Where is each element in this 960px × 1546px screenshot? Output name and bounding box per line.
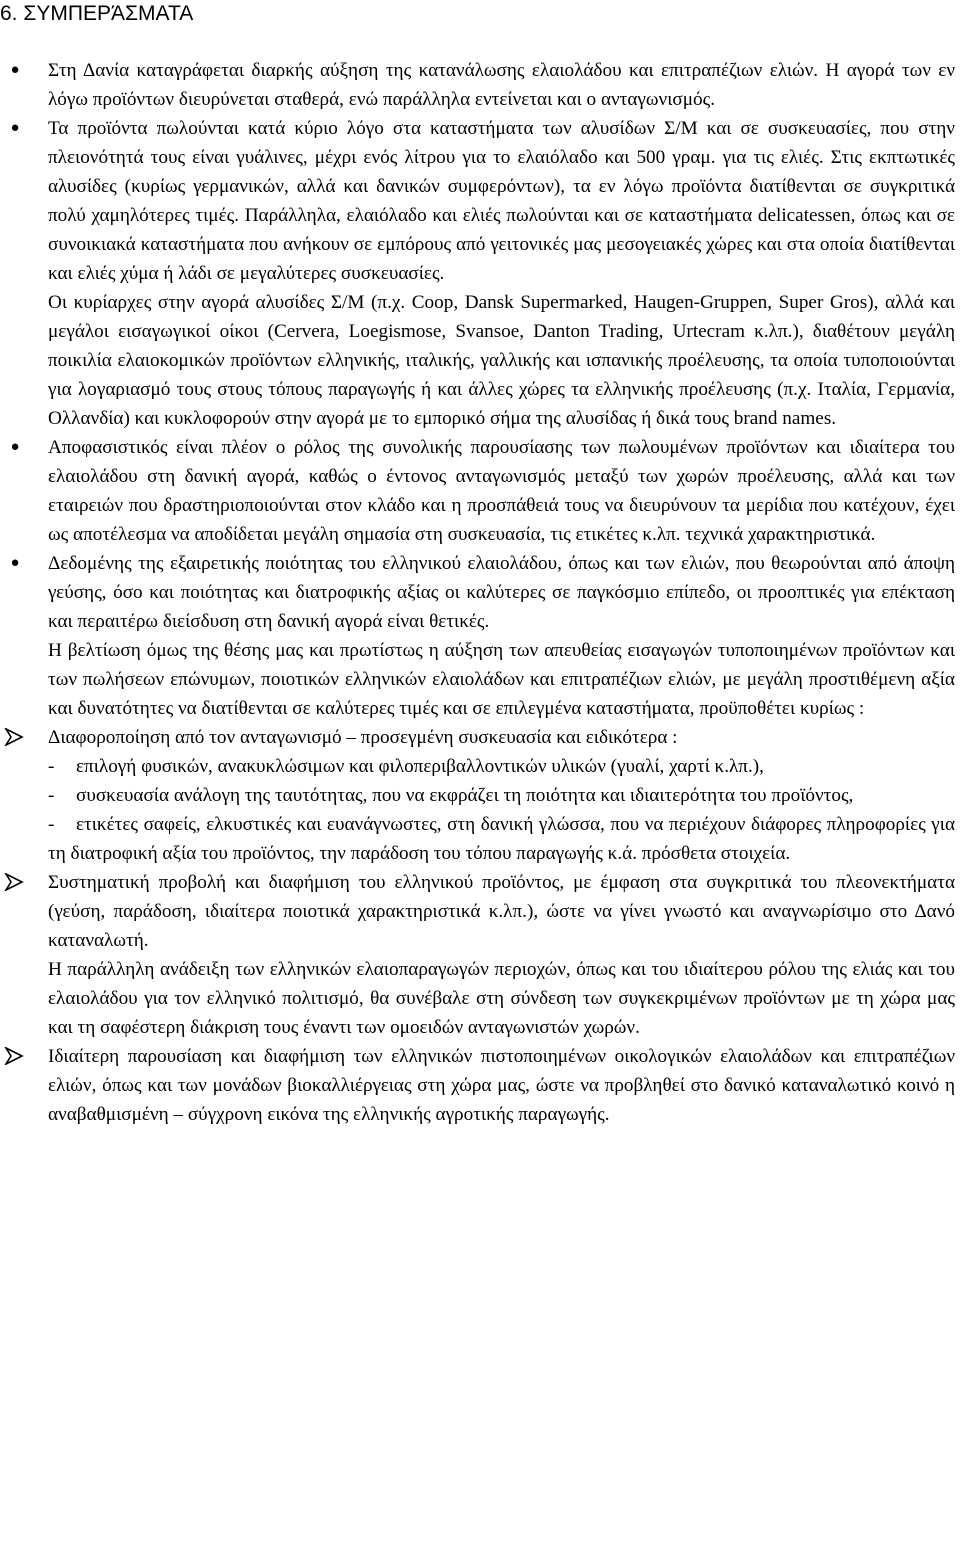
- bullet-icon: ●: [10, 555, 20, 571]
- page-title: 6. ΣΥΜΠΕΡΆΣΜΑΤΑ: [0, 2, 194, 25]
- bullet-icon: ●: [10, 439, 20, 455]
- bullet-icon: ●: [10, 120, 20, 136]
- paragraph: Συστηματική προβολή και διαφήμιση του ελληνικού προϊόντος, με έμφαση στα συγκριτικά του πλεονεκτήματα (γεύση, παράδοση, ιδιαίτερα ποιοτικά χαρακτηριστικά κ.λπ.), ώστε να γίνει γνωστό και αναγνωρίσιμο στο Δανό καταναλωτή.: [48, 872, 955, 951]
- paragraph: Οι κυρίαρχες στην αγορά αλυσίδες Σ/Μ (π.χ. Coop, Dansk Supermarked, Haugen-Gruppen, Super Gros), αλλά και μεγάλοι εισαγωγικοί οίκοι (Cervera, Loegismose, Svansoe, Danton Trading, Urtecram κ.λπ.), διαθέτουν μεγάλη ποικιλία ελαιοκομικών προϊόντων ελληνικής, ιταλικής, γαλλικής και ισπανικής προέλευσης, τα οποία τυποποιούνται για λογαριασμό τους στους τόπους παραγωγής ή και άλλες χώρες τα ελληνικής προέλευσης (π.χ. Ιταλία, Γερμανία, Ολλανδία) και κυκλοφορούν στην αγορά με το εμπορικό σήμα της αλυσίδας ή δικά τους brand names.: [48, 292, 955, 429]
- paragraph: Η βελτίωση όμως της θέσης μας και πρωτίστως η αύξηση των απευθείας εισαγωγών τυποποιημένων προϊόντων και των πωλήσεων επώνυμων, ποιοτικών ελληνικών ελαιολάδων και επιτραπέζιων ελιών, με μεγάλη προστιθέμενη αξία και δυνατότητες να διατίθενται σε καλύτερες τιμές και σε επιλεγμένα καταστήματα, προϋποθέτει κυρίως :: [48, 640, 955, 719]
- paragraph: Αποφασιστικός είναι πλέον ο ρόλος της συνολικής παρουσίασης των πωλουμένων προϊόντων και ιδιαίτερα του ελαιολάδου στη δανική αγορά, καθώς ο έντονος ανταγωνισμός μεταξύ των χωρών προέλευσης, αλλά και των εταιρειών που δραστηριοποιούνται στον κλάδο και η προσπάθειά τους να διευρύνουν τα μερίδια που κατέχουν, έχει ως αποτέλεσμα να αποδίδεται μεγάλη σημασία στη συσκευασία, τις ετικέτες κ.λπ. τεχνικά χαρακτηριστικά.: [48, 437, 955, 545]
- bullet-item: [0, 549, 955, 723]
- dash-item: [48, 781, 955, 810]
- dash-item: [48, 752, 955, 781]
- document-body: [0, 56, 955, 1129]
- paragraph: Η παράλληλη ανάδειξη των ελληνικών ελαιοπαραγωγών περιοχών, όπως και του ιδιαίτερου ρόλου της ελιάς και του ελαιολάδου για τον ελληνικό πολιτισμό, θα συνέβαλε στη σύνδεση των συγκεκριμένων προϊόντων με τη χώρα μας και τη σαφέστερη διάκριση τους έναντι των ομοειδών ανταγωνιστών χωρών.: [48, 959, 955, 1038]
- dash-item: [48, 810, 955, 868]
- arrow-bullet-icon: [0, 723, 30, 762]
- bullet-icon: ●: [10, 62, 20, 78]
- paragraph: Διαφοροποίηση από τον ανταγωνισμό – προσεγμένη συσκευασία και ειδικότερα :: [48, 727, 678, 748]
- arrow-item: [0, 1042, 955, 1129]
- paragraph: Στη Δανία καταγράφεται διαρκής αύξηση της κατανάλωσης ελαιολάδου και επιτραπέζιων ελιών. Η αγορά των εν λόγω προϊόντων διευρύνεται σταθερά, ενώ παράλληλα εντείνεται και ο ανταγωνισμός.: [48, 60, 955, 110]
- paragraph: Τα προϊόντα πωλούνται κατά κύριο λόγο στα καταστήματα των αλυσίδων Σ/Μ και σε συσκευασίες, που στην πλειονότητά τους είναι γυάλινες, μέχρι ενός λίτρου για το ελαιόλαδο και 500 γραμ. για τις ελιές. Στις εκπτωτικές αλυσίδες (κυρίως γερμανικών, αλλά και δανικών συμφερόντων), τα εν λόγω προϊόντα διατίθενται σε συγκριτικά πολύ χαμηλότερες τιμές. Παράλληλα, ελαιόλαδο και ελιές πωλούνται και σε καταστήματα delicatessen, όπως και σε συνοικιακά καταστήματα που ανήκουν σε εμπόρους από γειτονικές μας μεσογειακές χώρες και στα οποία διατίθενται και ελιές χύμα ή λάδι σε μεγαλύτερες συσκευασίες.: [48, 118, 955, 284]
- dash-icon: -: [48, 785, 55, 806]
- dash-icon: -: [48, 756, 55, 777]
- dash-item-text: συσκευασία ανάλογη της ταυτότητας, που να εκφράζει τη ποιότητα και ιδιαιτερότητα του προϊόντος,: [76, 785, 854, 806]
- bullet-item: [0, 114, 955, 433]
- arrow-bullet-icon: [0, 1042, 30, 1081]
- dash-item-text: ετικέτες σαφείς, ελκυστικές και ευανάγνωστες, στη δανική γλώσσα, που να περιέχουν διάφορες πληροφορίες για τη διατροφική αξία του προϊόντος, την παράδοση του τόπου παραγωγής κ.ά. πρόσθετα στοιχεία.: [48, 814, 955, 864]
- paragraph: Δεδομένης της εξαιρετικής ποιότητας του ελληνικού ελαιολάδου, όπως και των ελιών, που θεωρούνται από άποψη γεύσης, όσο και ποιότητας και διατροφικής αξίας οι καλύτερες σε παγκόσμιο επίπεδο, οι προοπτικές για επέκταση και περαιτέρω διείσδυση στη δανική αγορά είναι θετικές.: [48, 553, 955, 632]
- paragraph: Ιδιαίτερη παρουσίαση και διαφήμιση των ελληνικών πιστοποιημένων οικολογικών ελαιολάδων και επιτραπέζιων ελιών, όπως και των μονάδων βιοκαλλιέργειας στη χώρα μας, ώστε να προβληθεί στο δανικό καταναλωτικό κοινό η αναβαθμισμένη – σύγχρονη εικόνα της ελληνικής αγροτικής παραγωγής.: [48, 1046, 955, 1125]
- bullet-item: [0, 56, 955, 114]
- arrow-bullet-icon: [0, 868, 30, 907]
- dash-item-text: επιλογή φυσικών, ανακυκλώσιμων και φιλοπεριβαλλοντικών υλικών (γυαλί, χαρτί κ.λπ.),: [76, 756, 764, 777]
- bullet-item: [0, 433, 955, 549]
- arrow-item: [0, 723, 955, 868]
- dash-icon: -: [48, 814, 55, 835]
- arrow-item: [0, 868, 955, 1042]
